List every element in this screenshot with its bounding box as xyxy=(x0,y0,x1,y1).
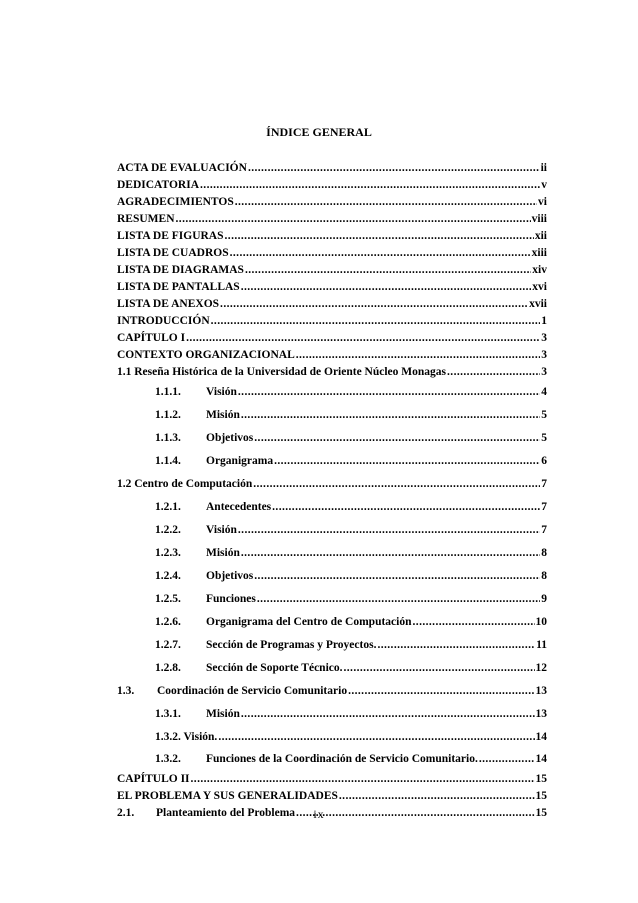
toc-entry xyxy=(117,771,547,788)
toc-entry-title: Organigrama del Centro de Computación xyxy=(206,616,412,628)
toc-entry-title: Sección de Soporte Técnico. xyxy=(206,662,343,674)
toc-entry-number: 1.1.4. xyxy=(155,455,181,467)
toc-entry-page: vi xyxy=(538,196,547,208)
dot-leader xyxy=(274,450,540,473)
toc-entry-number: 1.2.7. xyxy=(155,639,181,651)
toc-entry-title: ACTA DE EVALUACIÓN xyxy=(117,162,247,174)
dot-leader xyxy=(248,160,540,177)
toc-entry xyxy=(117,347,547,364)
table-of-contents xyxy=(117,160,547,822)
dot-leader xyxy=(200,177,540,194)
dot-leader xyxy=(296,347,541,364)
toc-entry-number: 1.2.5. xyxy=(155,593,181,605)
toc-entry-page: 3 xyxy=(541,332,547,344)
toc-entry-title: LISTA DE PANTALLAS xyxy=(117,281,240,293)
dot-leader xyxy=(272,496,540,519)
toc-entry-title: Planteamiento del Problema xyxy=(156,807,296,819)
dot-leader xyxy=(238,381,540,404)
toc-entry-title: RESUMEN xyxy=(117,213,175,225)
dot-leader xyxy=(479,748,535,771)
toc-entry xyxy=(117,450,547,473)
toc-entry-title: Sección de Programas y Proyectos. xyxy=(206,639,377,651)
toc-entry xyxy=(117,381,547,404)
toc-entry-title: Misión xyxy=(206,708,240,720)
dot-leader xyxy=(257,588,540,611)
toc-entry-title: Objetivos xyxy=(206,570,254,582)
toc-entry-number: 1.2.1. xyxy=(155,501,181,513)
toc-entry-number: 1.2.6. xyxy=(155,616,181,628)
toc-entry-number: 1.3.1. xyxy=(155,708,181,720)
toc-entry-page: 11 xyxy=(536,639,547,651)
toc-entry xyxy=(117,228,547,245)
toc-entry-page: 5 xyxy=(541,409,547,421)
toc-entry xyxy=(117,519,547,542)
dot-leader xyxy=(339,788,535,805)
toc-entry-number: 1.2.2. xyxy=(155,524,181,536)
toc-entry-page: 13 xyxy=(535,685,547,697)
dot-leader xyxy=(241,404,540,427)
toc-entry-title: Funciones xyxy=(206,593,256,605)
dot-leader xyxy=(253,473,540,496)
toc-entry xyxy=(117,296,547,313)
toc-entry-title: LISTA DE FIGURAS xyxy=(117,230,224,242)
toc-entry-page: 9 xyxy=(541,593,547,605)
toc-entry-number: 1.3.2. xyxy=(155,753,181,765)
toc-entry-title: Objetivos xyxy=(206,432,254,444)
toc-entry-page: 1 xyxy=(541,315,547,327)
dot-leader xyxy=(241,542,540,565)
toc-entry-number: 1.1.1. xyxy=(155,386,181,398)
toc-entry xyxy=(117,726,547,748)
toc-entry-title: Misión xyxy=(206,547,240,559)
toc-entry-page: 10 xyxy=(535,616,547,628)
toc-entry xyxy=(117,427,547,450)
toc-entry-number: 1.2.3. xyxy=(155,547,181,559)
toc-entry-page: 5 xyxy=(541,432,547,444)
toc-entry xyxy=(117,634,547,657)
toc-entry-title: AGRADECIMIENTOS xyxy=(117,196,234,208)
dot-leader xyxy=(241,703,535,726)
toc-entry-page: 15 xyxy=(535,773,547,785)
dot-leader xyxy=(211,313,541,330)
dot-leader xyxy=(413,611,535,634)
toc-entry-title: 1.1 Reseña Histórica de la Universidad de Oriente Núcleo Monagas xyxy=(117,366,447,378)
toc-entry-page: v xyxy=(541,179,547,191)
dot-leader xyxy=(191,771,535,788)
toc-entry-title: LISTA DE DIAGRAMAS xyxy=(117,264,244,276)
toc-entry-page: 7 xyxy=(541,524,547,536)
toc-entry xyxy=(117,262,547,279)
toc-entry-page: 8 xyxy=(541,570,547,582)
toc-entry-page: xii xyxy=(534,230,547,242)
toc-entry-page: 15 xyxy=(535,790,547,802)
toc-entry-title: LISTA DE ANEXOS xyxy=(117,298,220,310)
toc-entry-title: Misión xyxy=(206,409,240,421)
dot-leader xyxy=(218,726,534,748)
toc-entry-title: Antecedentes xyxy=(206,501,272,513)
dot-leader xyxy=(254,427,540,450)
toc-entry xyxy=(117,680,547,703)
toc-entry xyxy=(117,404,547,427)
toc-entry-page: 6 xyxy=(541,455,547,467)
toc-entry-title: CAPÍTULO I xyxy=(117,332,186,344)
toc-entry-page: 3 xyxy=(541,349,547,361)
dot-leader xyxy=(241,279,532,296)
toc-entry xyxy=(117,565,547,588)
toc-entry-title: EL PROBLEMA Y SUS GENERALIDADES xyxy=(117,790,338,802)
toc-entry xyxy=(117,364,547,381)
toc-entry xyxy=(117,748,547,771)
toc-entry-number: 1.2.8. xyxy=(155,662,181,674)
toc-entry-title: Funciones de la Coordinación de Servicio Comunitario. xyxy=(206,753,478,765)
toc-entry xyxy=(117,496,547,519)
toc-entry-title: DEDICATORIA xyxy=(117,179,200,191)
toc-entry-page: 15 xyxy=(535,807,547,819)
toc-entry-page: 14 xyxy=(535,753,547,765)
toc-entry-page: 8 xyxy=(541,547,547,559)
toc-entry-number: 1.2.4. xyxy=(155,570,181,582)
toc-entry xyxy=(117,160,547,177)
toc-entry-page: xiii xyxy=(531,247,547,259)
toc-entry-title: 1.3.2. Visión. xyxy=(155,731,218,743)
dot-leader xyxy=(235,194,537,211)
toc-entry xyxy=(117,194,547,211)
toc-entry-page: ii xyxy=(540,162,547,174)
toc-entry-page: xvi xyxy=(532,281,547,293)
toc-entry-title: CAPÍTULO II xyxy=(117,773,190,785)
dot-leader xyxy=(344,657,535,680)
dot-leader xyxy=(225,228,534,245)
toc-entry-title: LISTA DE CUADROS xyxy=(117,247,229,259)
toc-entry-title: Organigrama xyxy=(206,455,274,467)
toc-entry xyxy=(117,473,547,496)
toc-entry-page: 12 xyxy=(535,662,547,674)
toc-entry-page: viii xyxy=(531,213,547,225)
toc-entry-number: 1.3. xyxy=(117,685,135,697)
toc-entry xyxy=(117,211,547,228)
dot-leader xyxy=(230,245,531,262)
dot-leader xyxy=(447,364,540,381)
toc-entry-number: 1.1.2. xyxy=(155,409,181,421)
toc-entry xyxy=(117,657,547,680)
toc-entry-title: Coordinación de Servicio Comunitario xyxy=(157,685,348,697)
toc-entry-title: INTRODUCCIÓN xyxy=(117,315,210,327)
dot-leader xyxy=(186,330,540,347)
page-title: ÍNDICE GENERAL xyxy=(266,125,372,139)
toc-entry xyxy=(117,703,547,726)
toc-entry xyxy=(117,279,547,296)
toc-entry xyxy=(117,542,547,565)
toc-entry-title: Visión xyxy=(206,524,237,536)
toc-entry xyxy=(117,611,547,634)
dot-leader xyxy=(238,519,540,542)
toc-entry-page: 7 xyxy=(541,501,547,513)
toc-entry-page: 3 xyxy=(541,366,547,378)
toc-entry-number: 2.1. xyxy=(117,807,135,819)
toc-entry-title: CONTEXTO ORGANIZACIONAL xyxy=(117,349,295,361)
dot-leader xyxy=(377,634,535,657)
dot-leader xyxy=(220,296,528,313)
dot-leader xyxy=(254,565,540,588)
toc-entry xyxy=(117,313,547,330)
dot-leader xyxy=(348,680,534,703)
toc-entry-number: 1.1.3. xyxy=(155,432,181,444)
toc-entry xyxy=(117,588,547,611)
toc-entry-page: xvii xyxy=(529,298,547,310)
toc-entry xyxy=(117,245,547,262)
toc-entry xyxy=(117,330,547,347)
dot-leader xyxy=(176,211,531,228)
toc-entry-page: 4 xyxy=(541,386,547,398)
toc-entry-title: Visión xyxy=(206,386,237,398)
dot-leader xyxy=(245,262,531,279)
toc-entry-title: 1.2 Centro de Computación xyxy=(117,478,253,490)
toc-entry xyxy=(117,177,547,194)
toc-entry-page: 14 xyxy=(535,731,547,743)
toc-entry-page: xiv xyxy=(532,264,547,276)
toc-entry-page: 13 xyxy=(535,708,547,720)
page-number: ix xyxy=(313,807,325,821)
toc-entry xyxy=(117,788,547,805)
toc-entry-page: 7 xyxy=(541,478,547,490)
